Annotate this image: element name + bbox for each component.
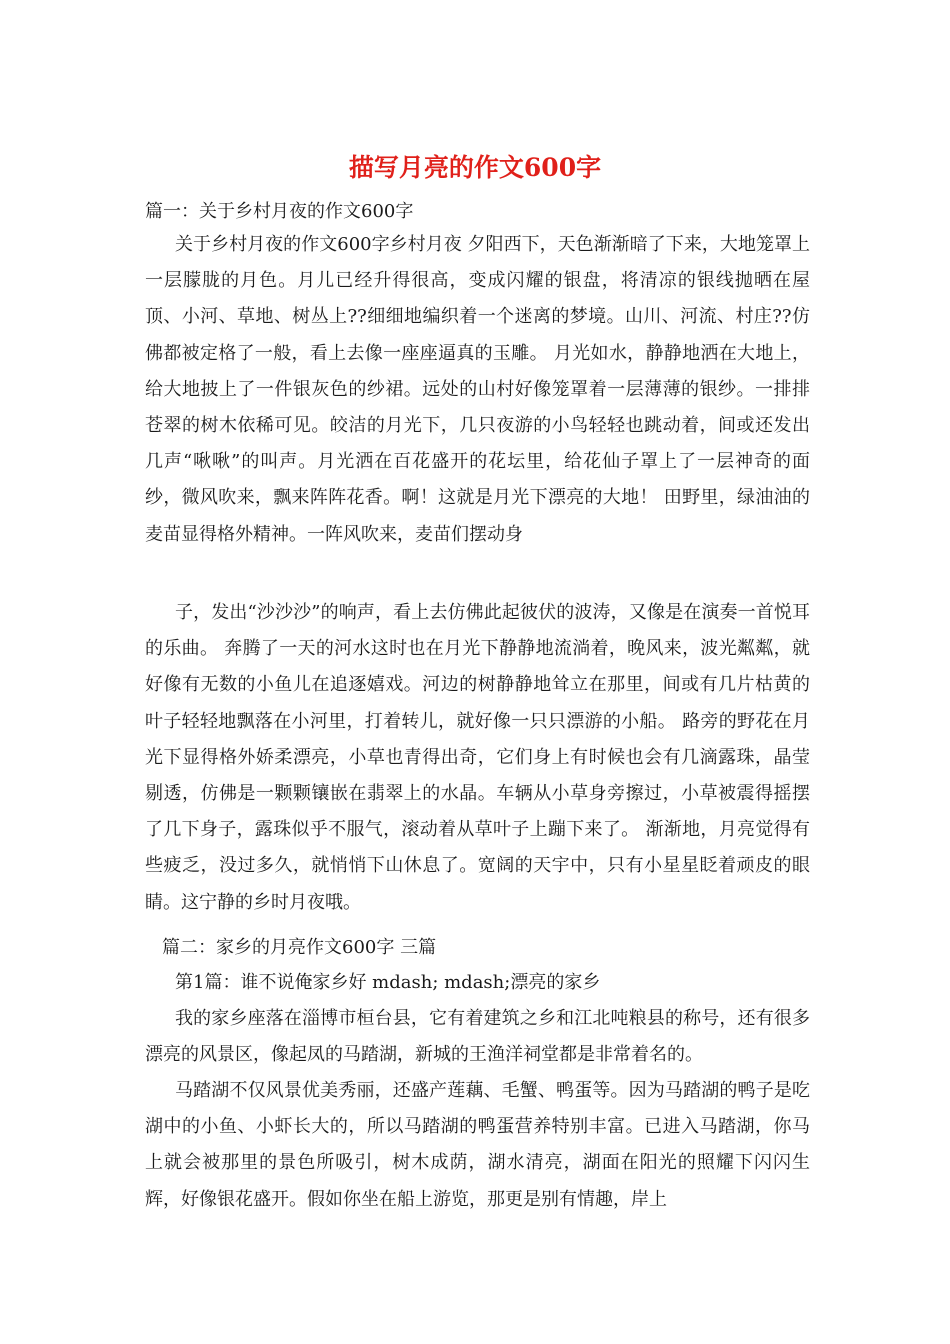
section2-sub-heading: 第1篇：谁不说俺家乡好 mdash; mdash;漂亮的家乡 (175, 972, 601, 993)
section2-paragraph-2: 马踏湖不仅风景优美秀丽，还盛产莲藕、毛蟹、鸭蛋等。因为马踏湖的鸭子是吃湖中的小鱼、小虾长大的，所以马踏湖的鸭蛋营养特别丰富。已进入马踏湖，你马上就会被那里的景色所吸引，树木成荫，湖水清亮，湖面在阳光的照耀下闪闪生辉，好像银花盛开。假如你坐在船上游览，那更是别有情趣，岸上 (145, 1080, 810, 1210)
section1-paragraph-1: 关于乡村月夜的作文600字乡村月夜 夕阳西下，天色渐渐暗了下来，大地笼罩上一层朦胧的月色。月儿已经升得很高，变成闪耀的银盘，将清凉的银线抛晒在屋顶、小河、草地、树丛上??细细地编织着一个迷离的梦境。山川、河流、村庄??仿佛都被定格了一般，看上去像一座座逼真的玉雕。 月光如水，静静地洒在大地上，给大地披上了一件银灰色的纱裙。远处的山村好像笼罩着一层薄薄的银纱。一排排苍翠的树木依稀可见。皎洁的月光下，几只夜游的小鸟轻轻也跳动着，间或还发出几声“啾啾”的叫声。月光洒在百花盛开的花坛里，给花仙子罩上了一层神奇的面纱，微风吹来，飘来阵阵花香。啊！这就是月光下漂亮的大地！ 田野里，绿油油的麦苗显得格外精神。一阵风吹来，麦苗们摆动身 (145, 234, 810, 545)
section1-paragraph-2: 子，发出“沙沙沙”的响声，看上去仿佛此起彼伏的波涛，又像是在演奏一首悦耳的乐曲。 奔腾了一天的河水这时也在月光下静静地流淌着，晚风来，波光粼粼，就好像有无数的小鱼儿在追逐嬉戏。河边的树静静地耸立在那里，间或有几片枯黄的叶子轻轻地飘落在小河里，打着转儿，就好像一只只漂游的小船。 路旁的野花在月光下显得格外娇柔漂亮，小草也青得出奇，它们身上有时候也会有几滴露珠，晶莹剔透，仿佛是一颗颗镶嵌在翡翠上的水晶。车辆从小草身旁擦过，小草被震得摇摆了几下身子，露珠似乎不服气，滚动着从草叶子上蹦下来了。 渐渐地，月亮觉得有些疲乏，没过多久，就悄悄下山休息了。宽阔的天宇中，只有小星星眨着顽皮的眼睛。这宁静的乡时月夜哦。 (145, 602, 810, 913)
section2-paragraph-1: 我的家乡座落在淄博市桓台县，它有着建筑之乡和江北吨粮县的称号，还有很多漂亮的风景区，像起凤的马踏湖，新城的王渔洋祠堂都是非常着名的。 (145, 1008, 810, 1066)
section1-heading: 篇一：关于乡村月夜的作文600字 (145, 201, 414, 222)
document-title: 描写月亮的作文600字 (348, 153, 602, 182)
section2-heading: 篇二：家乡的月亮作文600字 三篇 (162, 937, 437, 958)
